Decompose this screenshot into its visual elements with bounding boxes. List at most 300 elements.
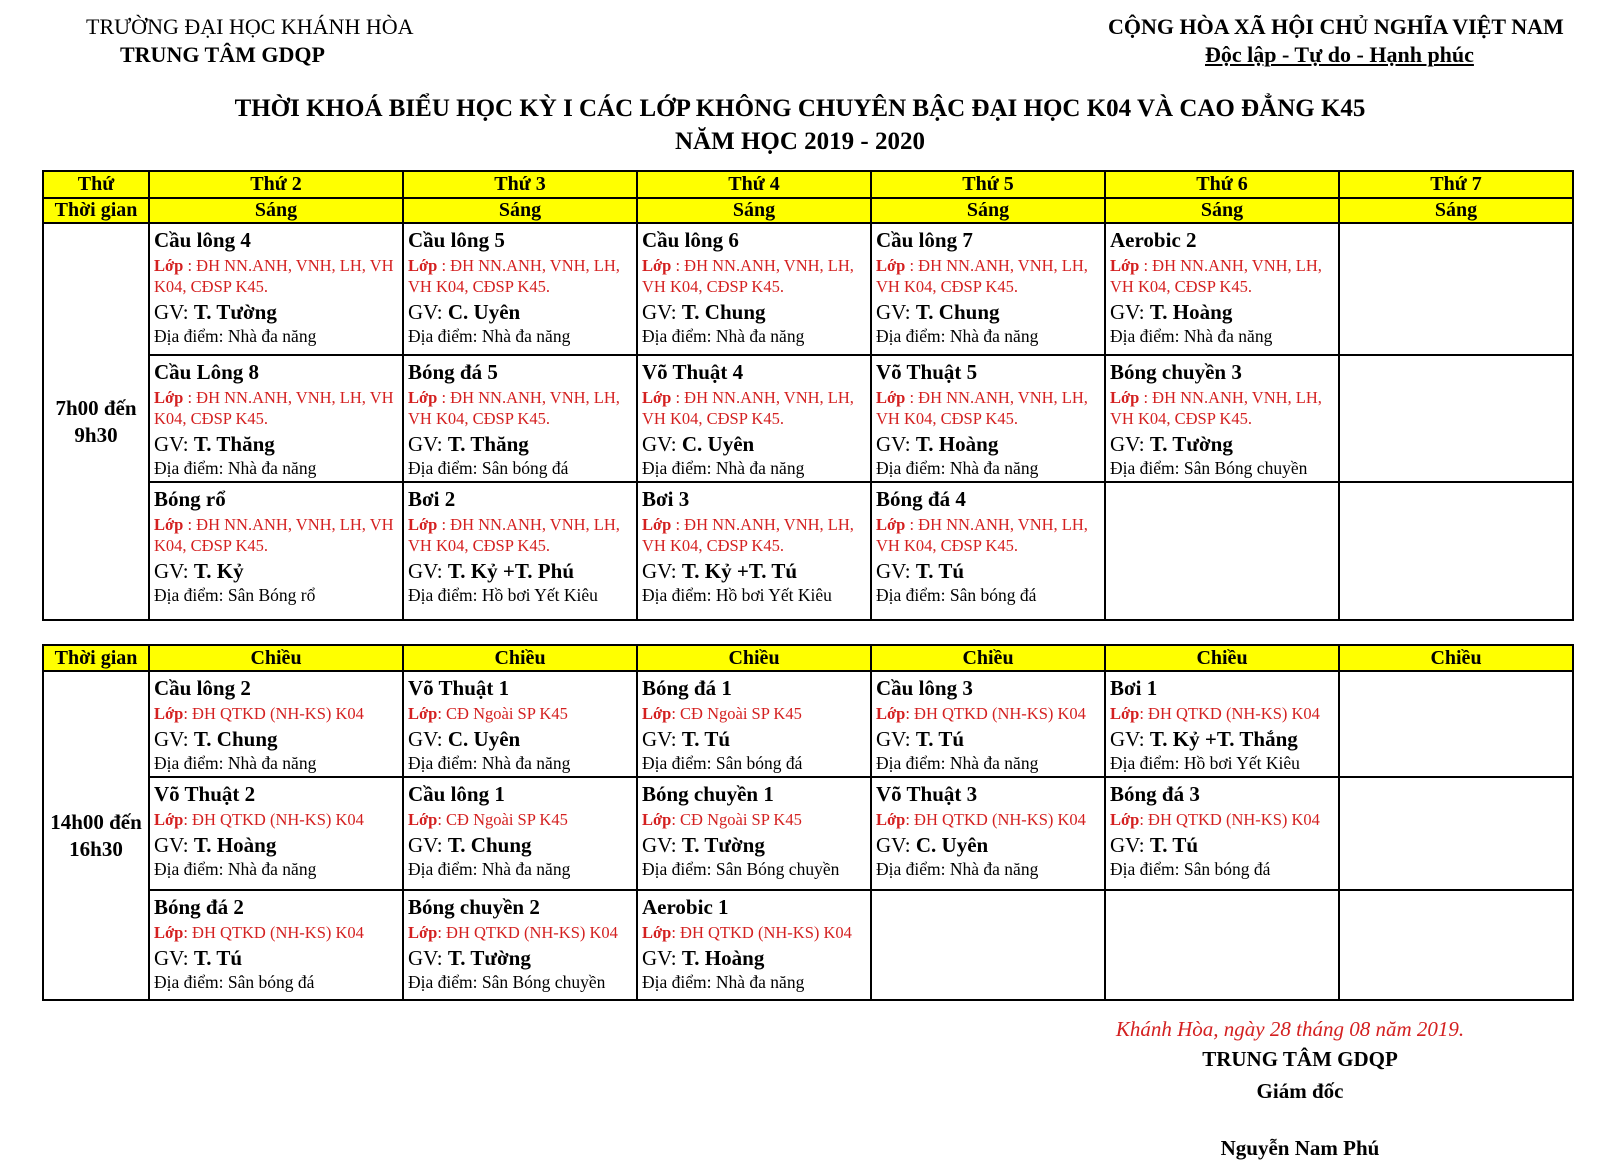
course-teacher <box>876 727 1104 751</box>
location-label: Địa điểm: <box>408 753 482 773</box>
course-location <box>876 753 1104 774</box>
schedule-cell <box>149 482 403 620</box>
course-subject: Võ Thuật 1 <box>408 676 510 700</box>
teacher-name: T. Tú <box>193 946 243 970</box>
schedule-cell <box>403 671 637 777</box>
schedule-cell <box>149 890 403 1000</box>
teacher-label: GV: <box>642 300 682 324</box>
teacher-label: GV: <box>154 559 194 583</box>
time-header-label: Thời gian <box>43 645 149 671</box>
time-header-label: Thời gian <box>43 198 149 223</box>
class-label: Lớp <box>154 923 184 942</box>
schedule-row <box>43 777 1573 890</box>
class-label: Lớp <box>408 515 438 534</box>
course-subject: Bơi 1 <box>1110 676 1158 700</box>
teacher-label: GV: <box>154 300 194 324</box>
course-block <box>1106 672 1338 774</box>
location-value: Sân bóng đá <box>227 972 315 992</box>
course-class: Lớp: ĐH QTKD (NH-KS) K04 <box>876 810 1086 829</box>
course-class: Lớp: ĐH QTKD (NH-KS) K04 <box>408 923 618 942</box>
course-teacher <box>154 833 402 857</box>
course-class: Lớp: ĐH QTKD (NH-KS) K04 <box>1110 810 1320 829</box>
class-label: Lớp <box>876 515 906 534</box>
course-class: Lớp : ĐH NN.ANH, VNH, LH, VH K04, CĐSP K45. <box>154 515 394 555</box>
location-value: Nhà đa năng <box>949 859 1039 879</box>
teacher-label: GV: <box>1110 300 1150 324</box>
teacher-label: GV: <box>408 559 448 583</box>
class-label: Lớp <box>154 704 184 723</box>
location-label: Địa điểm: <box>642 585 716 605</box>
location-label: Địa điểm: <box>154 458 228 478</box>
teacher-name: T. Kỷ <box>193 559 244 583</box>
location-value: Nhà đa năng <box>715 458 805 478</box>
location-value: Nhà đa năng <box>715 972 805 992</box>
location-label: Địa điểm: <box>408 972 482 992</box>
location-label: Địa điểm: <box>642 458 716 478</box>
course-location <box>154 326 402 347</box>
location-label: Địa điểm: <box>876 585 950 605</box>
course-block <box>404 224 636 347</box>
course-class: Lớp: ĐH QTKD (NH-KS) K04 <box>154 704 364 723</box>
teacher-label: GV: <box>642 432 682 456</box>
class-label: Lớp <box>1110 388 1140 407</box>
class-label: Lớp <box>876 704 906 723</box>
teacher-name: T. Kỷ +T. Tú <box>681 559 798 583</box>
national-title: CỘNG HÒA XÃ HỘI CHỦ NGHĨA VIỆT NAM <box>1108 14 1564 39</box>
course-location <box>408 458 636 479</box>
class-label: Lớp <box>876 388 906 407</box>
session-header: Chiều <box>871 645 1105 671</box>
teacher-name: T. Tường <box>681 833 765 857</box>
teacher-label: GV: <box>1110 432 1150 456</box>
teacher-name: C. Uyên <box>681 432 755 456</box>
class-label: Lớp <box>154 515 184 534</box>
session-header: Sáng <box>403 198 637 223</box>
day-header-row <box>43 171 1573 198</box>
course-block <box>872 672 1104 774</box>
class-label: Lớp <box>154 256 184 275</box>
schedule-cell <box>403 355 637 482</box>
course-class: Lớp: ĐH QTKD (NH-KS) K04 <box>1110 704 1320 723</box>
teacher-label: GV: <box>408 432 448 456</box>
session-header-row <box>43 645 1573 671</box>
course-subject: Bóng đá 5 <box>408 360 498 384</box>
schedule-cell <box>149 223 403 355</box>
course-teacher <box>1110 833 1338 857</box>
course-location <box>1110 859 1338 880</box>
course-teacher <box>876 432 1104 456</box>
teacher-name: T. Hoàng <box>681 946 765 970</box>
course-class: Lớp : ĐH NN.ANH, VNH, LH, VH K04, CĐSP K45. <box>408 515 620 555</box>
course-block <box>872 356 1104 479</box>
location-value: Nhà đa năng <box>227 753 317 773</box>
schedule-row <box>43 482 1573 620</box>
course-location <box>408 326 636 347</box>
location-value: Sân Bóng chuyền <box>715 859 840 879</box>
teacher-label: GV: <box>876 300 916 324</box>
location-value: Hồ bơi Yết Kiêu <box>1183 753 1300 773</box>
teacher-name: C. Uyên <box>915 833 989 857</box>
schedule-cell <box>149 355 403 482</box>
schedule-row <box>43 223 1573 355</box>
course-subject: Bóng đá 3 <box>1110 782 1200 806</box>
course-location <box>642 458 870 479</box>
teacher-label: GV: <box>1110 833 1150 857</box>
course-teacher <box>154 946 402 970</box>
schedule-cell <box>403 890 637 1000</box>
schedule-cell <box>871 777 1105 890</box>
course-location <box>408 859 636 880</box>
location-label: Địa điểm: <box>642 859 716 879</box>
teacher-label: GV: <box>408 727 448 751</box>
day-header-label: Thứ <box>43 171 149 198</box>
course-subject: Bơi 3 <box>642 487 690 511</box>
location-label: Địa điểm: <box>642 972 716 992</box>
location-value: Sân bóng đá <box>715 753 803 773</box>
course-teacher <box>642 727 870 751</box>
course-teacher <box>1110 300 1338 324</box>
class-value: ĐH NN.ANH, VNH, LH, VH K04, CĐSP K45. <box>1110 388 1322 428</box>
day-header: Thứ 6 <box>1105 171 1339 198</box>
class-value: CĐ Ngoài SP K45 <box>680 810 802 829</box>
course-location <box>876 859 1104 880</box>
course-block <box>1106 356 1338 479</box>
course-location <box>154 859 402 880</box>
class-label: Lớp <box>876 810 906 829</box>
location-value: Nhà đa năng <box>227 458 317 478</box>
location-value: Nhà đa năng <box>1183 326 1273 346</box>
teacher-label: GV: <box>154 432 194 456</box>
location-label: Địa điểm: <box>1110 458 1184 478</box>
location-value: Nhà đa năng <box>949 753 1039 773</box>
course-block <box>404 778 636 880</box>
class-label: Lớp <box>642 810 672 829</box>
schedule-cell <box>1105 777 1339 890</box>
course-teacher <box>154 432 402 456</box>
schedule-cell <box>1105 482 1339 620</box>
teacher-name: T. Chung <box>193 727 278 751</box>
session-header: Sáng <box>149 198 403 223</box>
course-subject: Cầu lông 3 <box>876 676 973 700</box>
location-label: Địa điểm: <box>1110 859 1184 879</box>
class-value: CĐ Ngoài SP K45 <box>446 810 568 829</box>
course-class: Lớp : ĐH NN.ANH, VNH, LH, VH K04, CĐSP K45. <box>1110 256 1322 296</box>
schedule-cell <box>1339 355 1573 482</box>
teacher-name: T. Kỷ +T. Phú <box>447 559 574 583</box>
class-label: Lớp <box>642 704 672 723</box>
location-label: Địa điểm: <box>642 326 716 346</box>
course-class: Lớp : ĐH NN.ANH, VNH, LH, VH K04, CĐSP K45. <box>1110 388 1322 428</box>
session-header: Chiều <box>403 645 637 671</box>
course-location <box>154 753 402 774</box>
course-subject: Võ Thuật 3 <box>876 782 978 806</box>
signer-name: Nguyễn Nam Phú <box>1220 1136 1380 1160</box>
location-value: Nhà đa năng <box>949 326 1039 346</box>
course-class: Lớp : ĐH NN.ANH, VNH, LH, VH K04, CĐSP K45. <box>876 515 1088 555</box>
course-class: Lớp : ĐH NN.ANH, VNH, LH, VH K04, CĐSP K45. <box>408 388 620 428</box>
session-header: Sáng <box>1105 198 1339 223</box>
morning-timetable <box>42 170 1574 621</box>
course-block <box>872 224 1104 347</box>
location-label: Địa điểm: <box>876 458 950 478</box>
course-location <box>876 458 1104 479</box>
course-teacher <box>642 300 870 324</box>
class-value: ĐH NN.ANH, VNH, LH, VH K04, CĐSP K45. <box>154 256 394 296</box>
course-subject: Bóng chuyền 3 <box>1110 360 1242 384</box>
class-label: Lớp <box>154 388 184 407</box>
course-subject: Bóng chuyền 1 <box>642 782 774 806</box>
session-header: Sáng <box>1339 198 1573 223</box>
course-class: Lớp: CĐ Ngoài SP K45 <box>408 810 568 829</box>
course-class: Lớp: ĐH QTKD (NH-KS) K04 <box>876 704 1086 723</box>
class-label: Lớp <box>408 810 438 829</box>
course-location <box>876 326 1104 347</box>
class-value: ĐH NN.ANH, VNH, LH, VH K04, CĐSP K45. <box>154 515 394 555</box>
teacher-name: T. Tú <box>1149 833 1199 857</box>
schedule-cell <box>871 482 1105 620</box>
session-header: Sáng <box>871 198 1105 223</box>
location-label: Địa điểm: <box>876 326 950 346</box>
course-block <box>150 356 402 479</box>
schedule-cell <box>1339 223 1573 355</box>
course-class: Lớp: CĐ Ngoài SP K45 <box>642 704 802 723</box>
class-label: Lớp <box>154 810 184 829</box>
location-value: Sân bóng đá <box>1183 859 1271 879</box>
course-teacher <box>154 727 402 751</box>
schedule-cell <box>1339 890 1573 1000</box>
schedule-cell <box>149 671 403 777</box>
location-value: Sân bóng đá <box>481 458 569 478</box>
course-class: Lớp: CĐ Ngoài SP K45 <box>642 810 802 829</box>
course-location <box>642 859 870 880</box>
class-label: Lớp <box>642 923 672 942</box>
class-value: ĐH NN.ANH, VNH, LH, VH K04, CĐSP K45. <box>876 515 1088 555</box>
course-class: Lớp: ĐH QTKD (NH-KS) K04 <box>154 923 364 942</box>
course-subject: Aerobic 2 <box>1110 228 1197 252</box>
teacher-name: T. Thăng <box>193 432 275 456</box>
teacher-name: T. Tường <box>1149 432 1233 456</box>
course-block <box>150 891 402 993</box>
schedule-cell <box>1105 890 1339 1000</box>
schedule-cell <box>1105 671 1339 777</box>
day-header: Thứ 4 <box>637 171 871 198</box>
class-value: ĐH QTKD (NH-KS) K04 <box>1148 704 1320 723</box>
schedule-cell <box>637 223 871 355</box>
day-header: Thứ 2 <box>149 171 403 198</box>
class-label: Lớp <box>642 388 672 407</box>
course-subject: Bóng chuyền 2 <box>408 895 540 919</box>
day-header: Thứ 5 <box>871 171 1105 198</box>
course-block <box>638 483 870 606</box>
class-value: ĐH NN.ANH, VNH, LH, VH K04, CĐSP K45. <box>408 515 620 555</box>
course-location <box>154 458 402 479</box>
location-value: Sân Bóng chuyền <box>481 972 606 992</box>
course-teacher <box>408 727 636 751</box>
course-teacher <box>642 559 870 583</box>
schedule-cell <box>403 482 637 620</box>
teacher-label: GV: <box>154 727 194 751</box>
course-subject: Bơi 2 <box>408 487 456 511</box>
location-label: Địa điểm: <box>1110 753 1184 773</box>
schedule-cell <box>1105 355 1339 482</box>
course-subject: Bóng rổ <box>154 487 226 511</box>
location-label: Địa điểm: <box>876 859 950 879</box>
course-subject: Võ Thuật 2 <box>154 782 256 806</box>
time-slot: 7h00 đến 9h30 <box>43 223 149 620</box>
course-teacher <box>408 559 636 583</box>
schedule-row <box>43 355 1573 482</box>
course-teacher <box>154 559 402 583</box>
class-value: ĐH NN.ANH, VNH, LH, VH K04, CĐSP K45. <box>408 388 620 428</box>
day-header: Thứ 7 <box>1339 171 1573 198</box>
schedule-cell <box>637 890 871 1000</box>
teacher-name: T. Chung <box>915 300 1000 324</box>
location-value: Nhà đa năng <box>481 859 571 879</box>
teacher-label: GV: <box>642 727 682 751</box>
location-value: Nhà đa năng <box>949 458 1039 478</box>
session-header: Chiều <box>149 645 403 671</box>
national-motto: Độc lập - Tự do - Hạnh phúc <box>1205 42 1474 67</box>
teacher-label: GV: <box>154 833 194 857</box>
course-subject: Cầu lông 1 <box>408 782 505 806</box>
class-value: ĐH NN.ANH, VNH, LH, VH K04, CĐSP K45. <box>876 256 1088 296</box>
course-subject: Cầu Lông 8 <box>154 360 260 384</box>
course-class: Lớp: ĐH QTKD (NH-KS) K04 <box>642 923 852 942</box>
location-label: Địa điểm: <box>154 859 228 879</box>
course-location <box>154 972 402 993</box>
class-value: CĐ Ngoài SP K45 <box>446 704 568 723</box>
schedule-cell <box>871 890 1105 1000</box>
class-value: CĐ Ngoài SP K45 <box>680 704 802 723</box>
course-class: Lớp : ĐH NN.ANH, VNH, LH, VH K04, CĐSP K45. <box>876 388 1088 428</box>
class-value: ĐH NN.ANH, VNH, LH, VH K04, CĐSP K45. <box>642 515 854 555</box>
course-subject: Bóng đá 2 <box>154 895 244 919</box>
class-value: ĐH NN.ANH, VNH, LH, VH K04, CĐSP K45. <box>876 388 1088 428</box>
teacher-label: GV: <box>408 300 448 324</box>
course-block <box>404 483 636 606</box>
teacher-name: T. Tường <box>447 946 531 970</box>
teacher-name: T. Tường <box>193 300 277 324</box>
teacher-label: GV: <box>876 559 916 583</box>
teacher-name: T. Tú <box>681 727 731 751</box>
teacher-label: GV: <box>876 727 916 751</box>
class-value: ĐH NN.ANH, VNH, LH, VH K04, CĐSP K45. <box>1110 256 1322 296</box>
teacher-name: T. Chung <box>681 300 766 324</box>
center-name: TRUNG TÂM GDQP <box>120 42 325 67</box>
course-subject: Bóng đá 4 <box>876 487 966 511</box>
teacher-name: T. Hoàng <box>1149 300 1233 324</box>
afternoon-timetable <box>42 644 1574 1001</box>
class-label: Lớp <box>876 256 906 275</box>
teacher-label: GV: <box>408 833 448 857</box>
schedule-cell <box>871 223 1105 355</box>
class-value: ĐH QTKD (NH-KS) K04 <box>1148 810 1320 829</box>
course-block <box>150 672 402 774</box>
location-label: Địa điểm: <box>408 585 482 605</box>
course-teacher <box>876 833 1104 857</box>
class-value: ĐH NN.ANH, VNH, LH, VH K04, CĐSP K45. <box>642 388 854 428</box>
schedule-cell <box>1339 671 1573 777</box>
location-label: Địa điểm: <box>154 753 228 773</box>
location-value: Nhà đa năng <box>481 326 571 346</box>
course-teacher <box>876 300 1104 324</box>
course-class: Lớp : ĐH NN.ANH, VNH, LH, VH K04, CĐSP K45. <box>642 256 854 296</box>
course-class: Lớp: CĐ Ngoài SP K45 <box>408 704 568 723</box>
schedule-cell <box>637 355 871 482</box>
course-class: Lớp : ĐH NN.ANH, VNH, LH, VH K04, CĐSP K45. <box>642 388 854 428</box>
class-value: ĐH NN.ANH, VNH, LH, VH K04, CĐSP K45. <box>642 256 854 296</box>
class-label: Lớp <box>408 256 438 275</box>
course-block <box>872 778 1104 880</box>
teacher-label: GV: <box>876 833 916 857</box>
page-subtitle: NĂM HỌC 2019 - 2020 <box>675 128 925 155</box>
teacher-label: GV: <box>154 946 194 970</box>
schedule-cell <box>871 355 1105 482</box>
course-class: Lớp : ĐH NN.ANH, VNH, LH, VH K04, CĐSP K45. <box>642 515 854 555</box>
course-subject: Cầu lông 7 <box>876 228 973 252</box>
course-teacher <box>642 833 870 857</box>
location-label: Địa điểm: <box>408 458 482 478</box>
teacher-name: C. Uyên <box>447 300 521 324</box>
course-subject: Cầu lông 5 <box>408 228 505 252</box>
class-value: ĐH QTKD (NH-KS) K04 <box>914 810 1086 829</box>
location-label: Địa điểm: <box>408 859 482 879</box>
course-class: Lớp : ĐH NN.ANH, VNH, LH, VH K04, CĐSP K45. <box>154 256 394 296</box>
location-value: Nhà đa năng <box>227 859 317 879</box>
teacher-label: GV: <box>642 946 682 970</box>
course-location <box>408 585 636 606</box>
course-teacher <box>642 432 870 456</box>
course-subject: Cầu lông 2 <box>154 676 251 700</box>
location-label: Địa điểm: <box>642 753 716 773</box>
location-value: Sân Bóng rổ <box>227 585 316 605</box>
location-value: Hồ bơi Yết Kiêu <box>481 585 598 605</box>
course-subject: Aerobic 1 <box>642 895 729 919</box>
course-block <box>872 483 1104 606</box>
location-label: Địa điểm: <box>154 326 228 346</box>
teacher-label: GV: <box>876 432 916 456</box>
course-block <box>638 891 870 993</box>
class-value: ĐH QTKD (NH-KS) K04 <box>446 923 618 942</box>
location-label: Địa điểm: <box>408 326 482 346</box>
course-teacher <box>1110 432 1338 456</box>
schedule-cell <box>1105 223 1339 355</box>
teacher-name: T. Chung <box>447 833 532 857</box>
course-teacher <box>1110 727 1338 751</box>
course-class: Lớp : ĐH NN.ANH, VNH, LH, VH K04, CĐSP K45. <box>154 388 394 428</box>
course-teacher <box>408 833 636 857</box>
course-location <box>642 972 870 993</box>
signing-date: Khánh Hòa, ngày 28 tháng 08 năm 2019. <box>1115 1017 1465 1041</box>
course-teacher <box>154 300 402 324</box>
session-header: Chiều <box>1339 645 1573 671</box>
course-subject: Võ Thuật 5 <box>876 360 978 384</box>
schedule-cell <box>637 671 871 777</box>
schedule-row <box>43 890 1573 1000</box>
schedule-cell <box>871 671 1105 777</box>
day-header: Thứ 3 <box>403 171 637 198</box>
class-value: ĐH QTKD (NH-KS) K04 <box>914 704 1086 723</box>
course-block <box>150 224 402 347</box>
course-teacher <box>408 300 636 324</box>
class-label: Lớp <box>1110 810 1140 829</box>
class-label: Lớp <box>642 515 672 534</box>
time-slot: 14h00 đến 16h30 <box>43 671 149 1000</box>
teacher-label: GV: <box>1110 727 1150 751</box>
course-class: Lớp : ĐH NN.ANH, VNH, LH, VH K04, CĐSP K45. <box>876 256 1088 296</box>
course-teacher <box>876 559 1104 583</box>
course-location <box>642 326 870 347</box>
